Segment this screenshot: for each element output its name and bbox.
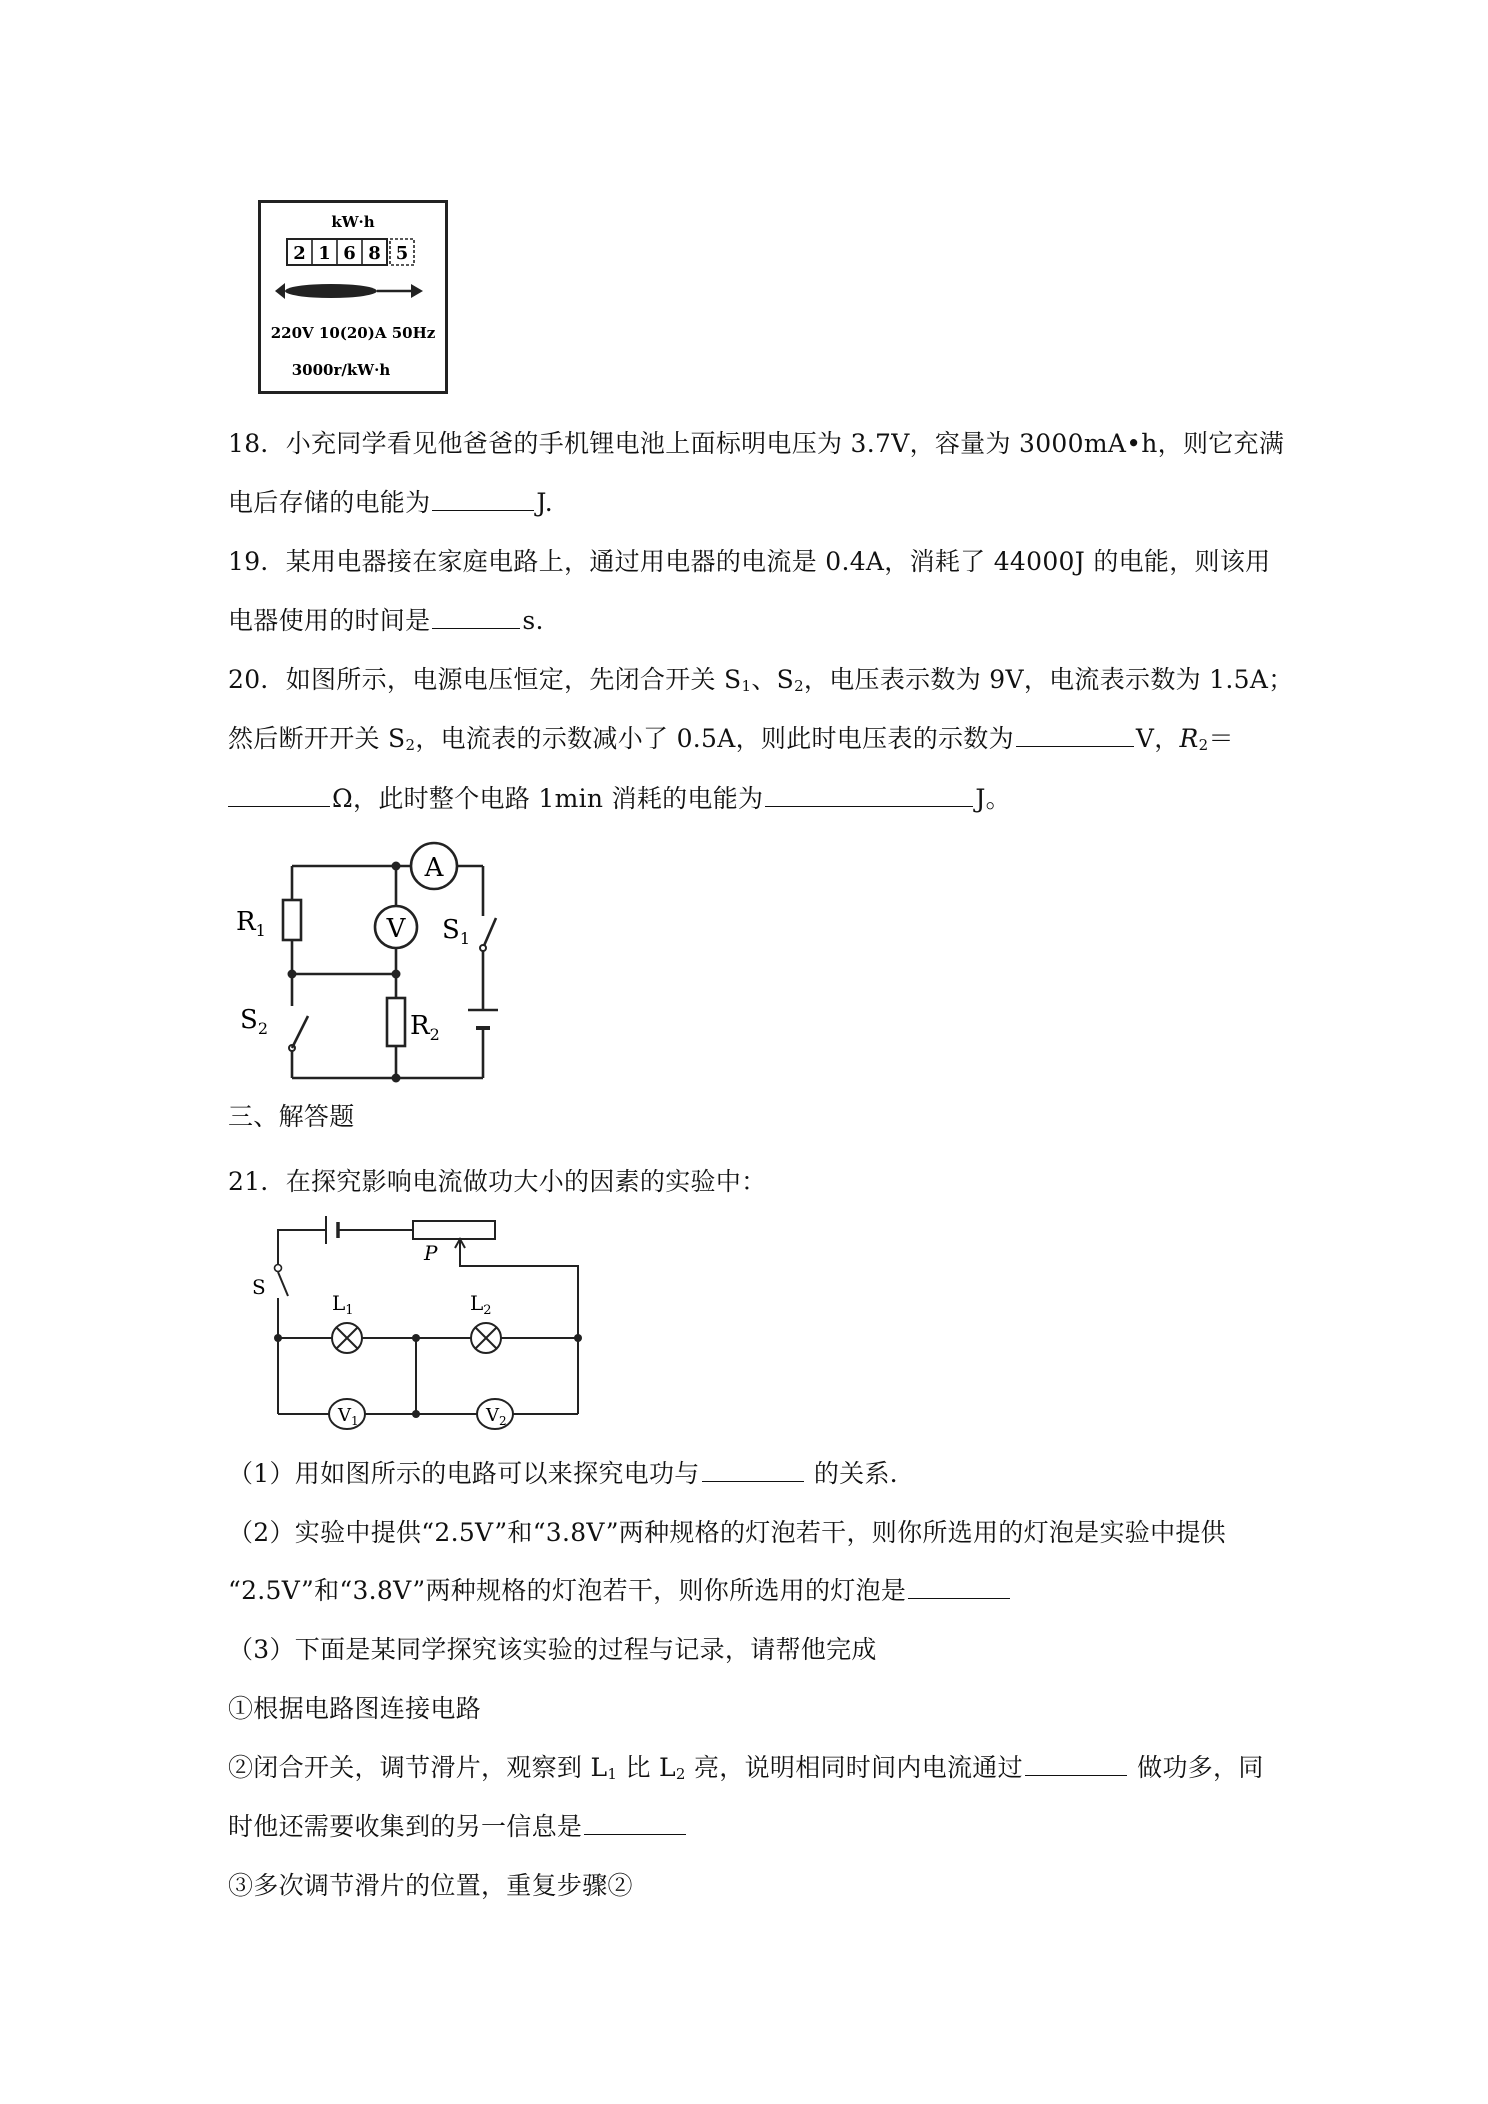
q21-part3: （3）下面是某同学探究该实验的过程与记录，请帮他完成 bbox=[228, 1635, 877, 1664]
q21-step2-text-b: 比 L bbox=[617, 1753, 676, 1782]
meter-revolutions: 3000r/kW·h bbox=[291, 361, 391, 379]
q20-line2 bbox=[228, 723, 1234, 761]
meter-disc-arrow bbox=[275, 283, 423, 299]
q20-text-a: 20．如图所示，电源电压恒定，先闭合开关 S bbox=[228, 665, 742, 694]
q21-step2-text-a: ②闭合开关，调节滑片，观察到 L bbox=[228, 1753, 608, 1782]
q21-intro: 21．在探究影响电流做功大小的因素的实验中： bbox=[228, 1167, 767, 1196]
q18-text: 电后存储的电能为 bbox=[228, 488, 431, 517]
q21-step2-line1 bbox=[228, 1752, 1264, 1790]
meter-unit: kW·h bbox=[331, 213, 375, 231]
meter-digits bbox=[287, 239, 414, 265]
q18-unit: J. bbox=[536, 488, 554, 517]
q19-answer-blank[interactable] bbox=[432, 606, 520, 629]
q20-text-c: ，电压表示数为 9V，电流表示数为 1.5A； bbox=[803, 665, 1294, 694]
q21-step2-text-c: 亮，说明相同时间内电流通过 bbox=[685, 1753, 1023, 1782]
q21-step2-blank[interactable] bbox=[1025, 1753, 1127, 1776]
circuit2-junctions bbox=[274, 1334, 582, 1418]
meter-decimal-digit: 5 bbox=[395, 243, 409, 264]
v1-label: $V_1$ bbox=[338, 1405, 359, 1428]
r2-label: $R_2$ bbox=[410, 1011, 440, 1044]
slider-arrow bbox=[455, 1239, 465, 1252]
q20-line3 bbox=[228, 783, 1011, 815]
q21-part2-line1: （2）实验中提供“2.5V”和“3.8V”两种规格的灯泡若干，则你所选用的灯泡是实验中提供 bbox=[228, 1518, 1226, 1547]
q20-l2-equals: ＝ bbox=[1208, 724, 1234, 753]
section-heading: 三、解答题 bbox=[228, 1102, 355, 1131]
q19-unit: s. bbox=[522, 606, 544, 635]
q21-step2-text-d: 做功多，同 bbox=[1128, 1753, 1264, 1782]
q18-line1: 18．小充同学看见他爸爸的手机锂电池上面标明电压为 3.7V，容量为 3000mA•h，则它充满 bbox=[228, 429, 1285, 458]
q21-step1: ①根据电路图连接电路 bbox=[228, 1694, 482, 1723]
meter-digit-4: 8 bbox=[368, 243, 381, 264]
q19-text: 电器使用的时间是 bbox=[228, 606, 431, 635]
q21-p2-blank[interactable] bbox=[908, 1576, 1010, 1599]
q20-l2-unit-v: V， bbox=[1135, 724, 1180, 753]
q21-part2-line2 bbox=[228, 1575, 1012, 1607]
q19-line1: 19．某用电器接在家庭电路上，通过用电器的电流是 0.4A，消耗了 44000J 的电能，则该用 bbox=[228, 547, 1271, 576]
q18-line2 bbox=[228, 487, 553, 519]
slider-label: P bbox=[424, 1241, 438, 1265]
q21-p1-text: （1）用如图所示的电路可以来探究电功与 bbox=[228, 1459, 700, 1488]
meter-digit-2: 1 bbox=[318, 243, 331, 264]
circuit2-battery bbox=[326, 1216, 338, 1244]
lamp-l2 bbox=[471, 1323, 501, 1353]
l1-label: $L_1$ bbox=[332, 1291, 354, 1318]
q20-energy-blank[interactable] bbox=[765, 784, 973, 807]
q20-l2-r-sub: 2 bbox=[1198, 736, 1209, 754]
q20-text-b: 、S bbox=[751, 665, 795, 694]
q20-line1 bbox=[228, 664, 1294, 702]
s2-label: $S_2$ bbox=[240, 1005, 268, 1038]
l2-label: $L_2$ bbox=[470, 1291, 492, 1318]
energy-meter-drawing bbox=[261, 203, 445, 391]
ammeter-label: A bbox=[424, 853, 444, 883]
q21-step2-info-blank[interactable] bbox=[584, 1812, 686, 1835]
r1-label: $R_1$ bbox=[236, 907, 266, 940]
q21-part1 bbox=[228, 1458, 915, 1490]
q20-l3-text: Ω，此时整个电路 1min 消耗的电能为 bbox=[332, 784, 764, 813]
q20-l2-text-b: ，电流表的示数减小了 0.5A，则此时电压表的示数为 bbox=[415, 724, 1014, 753]
q20-sub-s2: 2 bbox=[794, 677, 804, 695]
q20-l2-r: R bbox=[1179, 724, 1199, 753]
circuit1-junctions bbox=[288, 862, 401, 1083]
q21-p1-tail: 的关系． bbox=[805, 1459, 916, 1488]
q20-l2-text-a: 然后断开开关 S bbox=[228, 724, 406, 753]
q21-p1-blank[interactable] bbox=[702, 1459, 804, 1482]
q21-step2-line2-text: 时他还需要收集到的另一信息是 bbox=[228, 1812, 583, 1841]
circuit2-switch bbox=[275, 1265, 289, 1297]
v2-label: $V_2$ bbox=[486, 1405, 507, 1428]
lamp-l1 bbox=[332, 1323, 362, 1353]
q21-p2-text: “2.5V”和“3.8V”两种规格的灯泡若干，则你所选用的灯泡是 bbox=[228, 1576, 907, 1605]
battery-symbol bbox=[468, 1010, 498, 1028]
q20-l2-sub: 2 bbox=[405, 736, 416, 754]
q20-voltage-blank[interactable] bbox=[1016, 724, 1134, 747]
voltmeter-label: V bbox=[386, 914, 406, 944]
q21-step2-line2 bbox=[228, 1811, 688, 1843]
q19-line2 bbox=[228, 605, 544, 637]
energy-meter-figure bbox=[258, 200, 448, 394]
q20-l3-unit: J。 bbox=[975, 784, 1011, 813]
q18-answer-blank[interactable] bbox=[432, 488, 534, 511]
meter-digit-1: 2 bbox=[293, 243, 306, 264]
meter-spec: 220V 10(20)A 50Hz bbox=[270, 324, 436, 342]
resistor-r1 bbox=[283, 900, 301, 940]
circuit-diagram-q20 bbox=[228, 838, 528, 1088]
meter-digit-3: 6 bbox=[343, 243, 356, 264]
circuit-diagram-q21 bbox=[248, 1210, 588, 1440]
q21-step2-sub2: 2 bbox=[675, 1765, 686, 1783]
q21-step3: ③多次调节滑片的位置，重复步骤② bbox=[228, 1871, 633, 1900]
q20-sub-s1: 1 bbox=[741, 677, 752, 695]
q20-resistance-blank[interactable] bbox=[228, 784, 330, 807]
switch-s-label: S bbox=[252, 1275, 266, 1299]
s1-label: $S_1$ bbox=[442, 915, 470, 948]
q21-step2-sub1: 1 bbox=[607, 1765, 618, 1783]
switch-s1 bbox=[480, 906, 496, 951]
resistor-r2 bbox=[387, 998, 405, 1046]
switch-s2 bbox=[289, 1016, 308, 1051]
